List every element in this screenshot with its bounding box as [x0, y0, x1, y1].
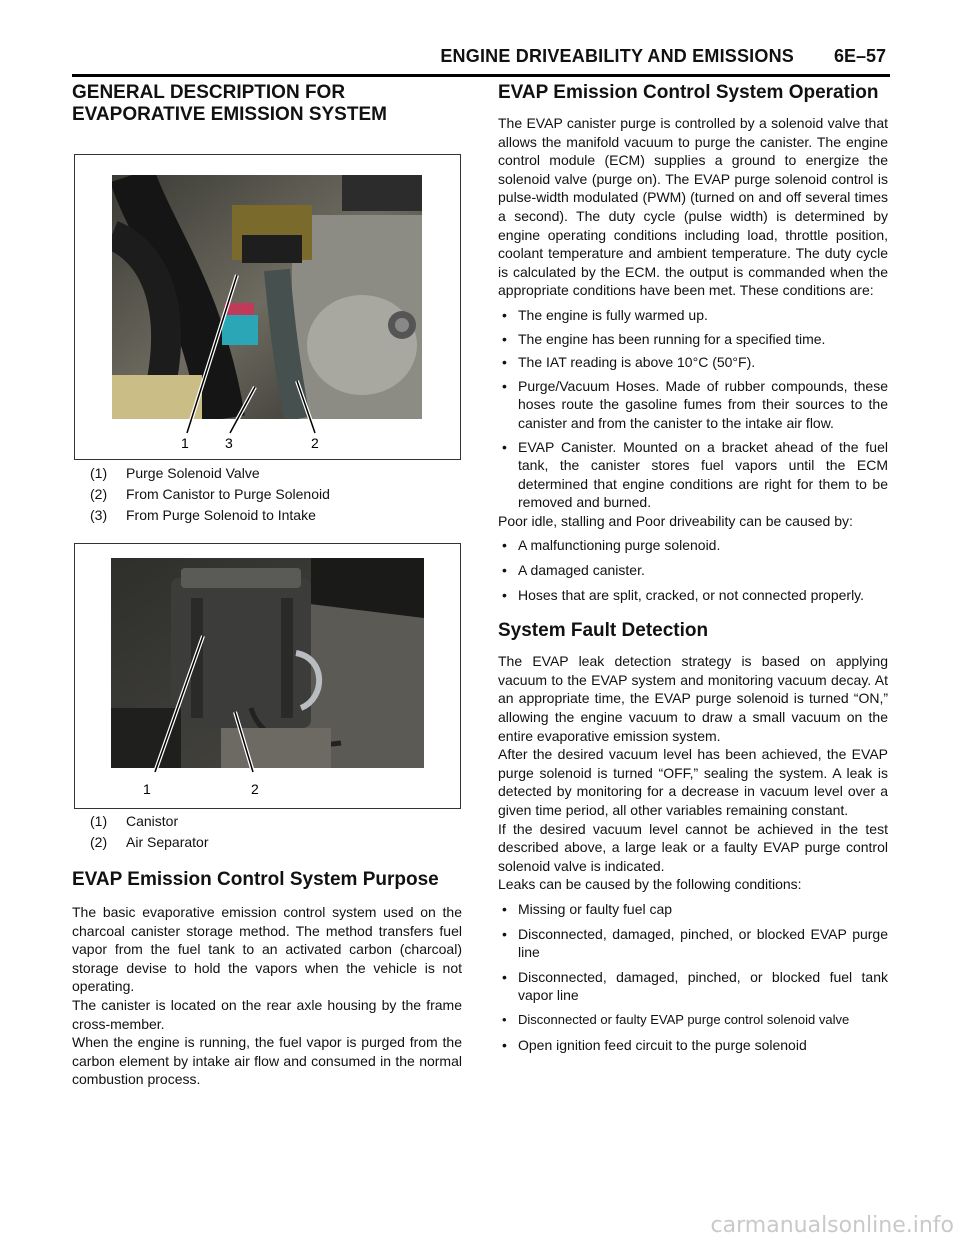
poor-idle-paragraph: Poor idle, stalling and Poor driveability can be caused by:: [498, 512, 853, 529]
caption-item: (2) From Canistor to Purge Solenoid: [90, 486, 330, 502]
list-item: • The engine is fully warmed up.: [502, 306, 708, 323]
caption-item: (1) Canistor: [90, 813, 179, 829]
section-title-line1: GENERAL DESCRIPTION FOR: [72, 82, 346, 103]
operation-paragraph: The EVAP canister purge is controlled by a solenoid valve that allows the manifold vacuum to purge the canister. The engine control module (ECM) supplies a ground to energize the solenoid valve (purge on). The EVAP purge solenoid control is pulse-width modulated (PWM) (turned on and off several times a second). The duty cycle (pulse width) is determined by engine operating conditions including load, throttle position, coolant temperature and ambient temperature. The duty cycle is calculated by the ECM. the output is commanded when the appropriate conditions have been met. These conditions are:: [498, 115, 888, 299]
conditions-list: [498, 306, 888, 512]
callout-1: 1: [143, 781, 151, 797]
list-item: • A malfunctioning purge solenoid.: [502, 537, 721, 554]
purpose-heading: EVAP Emission Control System Purpose: [72, 869, 439, 890]
caption-item: (2) Air Separator: [90, 834, 209, 850]
list-item: • The engine has been running for a specified time.: [502, 330, 826, 347]
callout-leaders-2: [75, 544, 460, 808]
purpose-paragraph: When the engine is running, the fuel vapor is purged from the carbon element by intake air flow and consumed in the normal combustion process.: [72, 1034, 462, 1088]
callout-2: 2: [311, 435, 319, 451]
watermark: carmanualsonline.info: [710, 1213, 954, 1238]
right-column: [498, 82, 888, 1054]
operation-heading: EVAP Emission Control System Operation: [498, 82, 879, 103]
fault-paragraph: Leaks can be caused by the following conditions:: [498, 876, 802, 893]
list-item: • Disconnected, damaged, pinched, or blocked fuel tank vapor line: [502, 968, 888, 1004]
fault-paragraph: If the desired vacuum level cannot be achieved in the test described above, a large leak or a faulty EVAP purge control solenoid valve is indicated.: [498, 820, 888, 874]
caption-item: (3) From Purge Solenoid to Intake: [90, 507, 316, 523]
purpose-section: [72, 869, 462, 1089]
list-item: • Purge/Vacuum Hoses. Made of rubber compounds, these hoses route the gasoline fumes from their sources to the canister and from the canister to the intake air flow.: [502, 377, 888, 431]
list-item: • Disconnected, damaged, pinched, or blocked EVAP purge line: [502, 925, 888, 961]
page-number: 6E–57: [833, 46, 886, 66]
callout-3: 3: [225, 435, 233, 451]
left-column-title: [72, 82, 462, 126]
figure-purge-solenoid: [74, 154, 461, 460]
section-title: [72, 82, 462, 126]
list-item: • Disconnected or faulty EVAP purge control solenoid valve: [502, 1011, 850, 1027]
callout-2: 2: [251, 781, 259, 797]
fault-paragraph: After the desired vacuum level has been achieved, the EVAP purge solenoid is turned “OFF,” sealing the system. A leak is detected by monitoring for a decrease in vacuum level over a given time period, all other variables remaining constant.: [498, 746, 888, 818]
purpose-paragraph: The canister is located on the rear axle housing by the frame cross-member.: [72, 996, 462, 1032]
list-item: • Open ignition feed circuit to the purge solenoid: [502, 1036, 807, 1053]
list-item: • EVAP Canister. Mounted on a bracket ahead of the fuel tank, the canister stores fuel vapors until the ECM determined that engine conditions are right for them to be removed and burned.: [502, 438, 888, 511]
list-item: • The IAT reading is above 10°C (50°F).: [502, 354, 756, 371]
header-title: ENGINE DRIVEABILITY AND EMISSIONS: [440, 46, 794, 66]
list-item: • A damaged canister.: [502, 562, 645, 579]
section-title-line2: EVAPORATIVE EMISSION SYSTEM: [72, 104, 387, 125]
list-item: • Hoses that are split, cracked, or not connected properly.: [502, 586, 865, 603]
figure-canister: [74, 543, 461, 809]
list-item: • Missing or faulty fuel cap: [502, 900, 673, 917]
fault-heading: System Fault Detection: [498, 620, 709, 642]
page-header: [72, 38, 890, 77]
callout-1: 1: [181, 435, 189, 451]
figure2-captions: [90, 811, 208, 853]
caption-item: (1) Purge Solenoid Valve: [90, 465, 260, 481]
callout-leaders: [75, 155, 460, 459]
causes-list: [498, 536, 888, 604]
leaks-list: [498, 900, 888, 1054]
purpose-paragraph: The basic evaporative emission control system used on the charcoal canister storage method. The method transfers fuel vapor from the fuel tank to an activated carbon (charcoal) storage devise to hold the vapors when the vehicle is not operating.: [72, 904, 462, 995]
figure1-captions: [90, 463, 330, 526]
fault-paragraph: The EVAP leak detection strategy is based on applying vacuum to the EVAP system and monitoring vacuum decay. At an appropriate time, the EVAP purge solenoid is turned “ON,” allowing the engine vacuum to draw a small vacuum on the entire evaporative emission system.: [498, 653, 888, 744]
